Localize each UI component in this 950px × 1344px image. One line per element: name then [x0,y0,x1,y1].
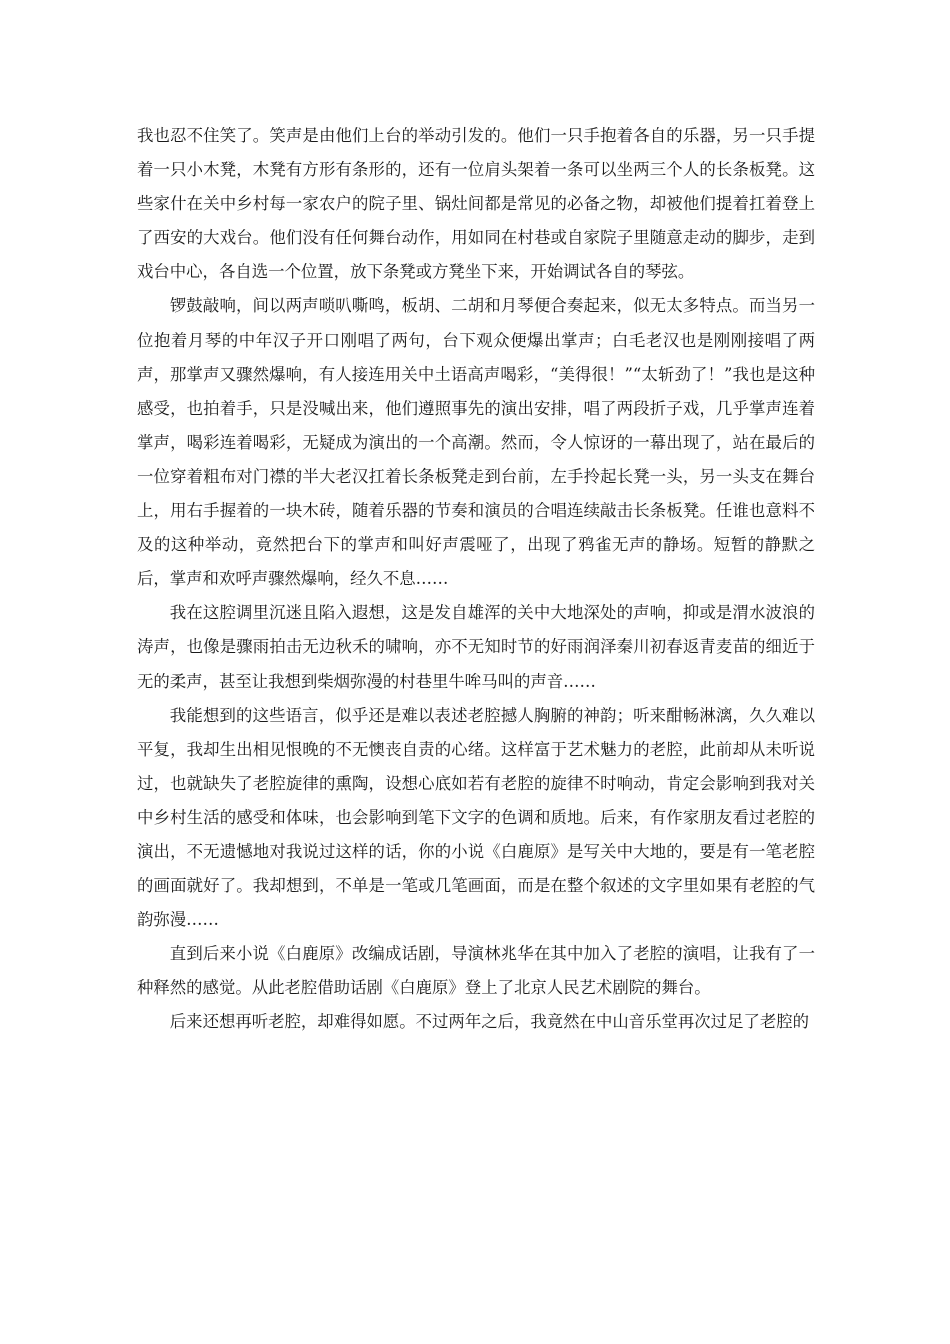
paragraph-4: 我能想到的这些语言，似乎还是难以表述老腔撼人胸腑的神韵；听来酣畅淋漓，久久难以平复，我却生出相见恨晚的不无懊丧自责的心绪。这样富于艺术魅力的老腔，此前却从未听说过，也就缺失了老腔旋律的熏陶，设想心底如若有老腔的旋律不时响动，肯定会影响到我对关中乡村生活的感受和体味，也会影响到笔下文字的色调和质地。后来，有作家朋友看过老腔的演出，不无遗憾地对我说过这样的话，你的小说《白鹿原》是写关中大地的，要是有一笔老腔的画面就好了。我却想到，不单是一笔或几笔画面，而是在整个叙述的文字里如果有老腔的气韵弥漫…… [137,705,815,930]
article-body [137,119,815,1040]
paragraph-5: 直到后来小说《白鹿原》改编成话剧，导演林兆华在其中加入了老腔的演唱，让我有了一种释然的感觉。从此老腔借助话剧《白鹿原》登上了北京人民艺术剧院的舞台。 [137,944,815,998]
paragraph-1: 我也忍不住笑了。笑声是由他们上台的举动引发的。他们一只手抱着各自的乐器，另一只手提着一只小木凳，木凳有方形有条形的，还有一位肩头架着一条可以坐两三个人的长条板凳。这些家什在关中乡村每一家农户的院子里、锅灶间都是常见的必备之物，却被他们提着扛着登上了西安的大戏台。他们没有任何舞台动作，用如同在村巷或自家院子里随意走动的脚步，走到戏台中心，各自选一个位置，放下条凳或方凳坐下来，开始调试各自的琴弦。 [137,126,815,282]
paragraph-3: 我在这腔调里沉迷且陷入遐想，这是发自雄浑的关中大地深处的声响，抑或是渭水波浪的涛声，也像是骤雨拍击无边秋禾的啸响，亦不无知时节的好雨润泽秦川初春返青麦苗的细近于无的柔声，甚至让我想到柴烟弥漫的村巷里牛哞马叫的声音…… [137,603,815,691]
paragraph-2: 锣鼓敲响，间以两声唢叭嘶鸣，板胡、二胡和月琴便合奏起来，似无太多特点。而当另一位抱着月琴的中年汉子开口刚唱了两句，台下观众便爆出掌声；白毛老汉也是刚刚接唱了两声，那掌声又骤然爆响，有人接连用关中土语高声喝彩，“美得很！”“太斩劲了！”我也是这种感受，也拍着手，只是没喊出来，他们遵照事先的演出安排，唱了两段折子戏，几乎掌声连着掌声，喝彩连着喝彩，无疑成为演出的一个高潮。然而，令人惊讶的一幕出现了，站在最后的一位穿着粗布对门襟的半大老汉扛着长条板凳走到台前，左手拎起长凳一头，另一头支在舞台上，用右手握着的一块木砖，随着乐器的节奏和演员的合唱连续敲击长条板凳。任谁也意料不及的这种举动，竟然把台下的掌声和叫好声震哑了，出现了鸦雀无声的静场。短暂的静默之后，掌声和欢呼声骤然爆响，经久不息…… [137,296,815,589]
paragraph-6: 后来还想再听老腔，却难得如愿。不过两年之后，我竟然在中山音乐堂再次过足了老腔的 [169,1012,810,1032]
